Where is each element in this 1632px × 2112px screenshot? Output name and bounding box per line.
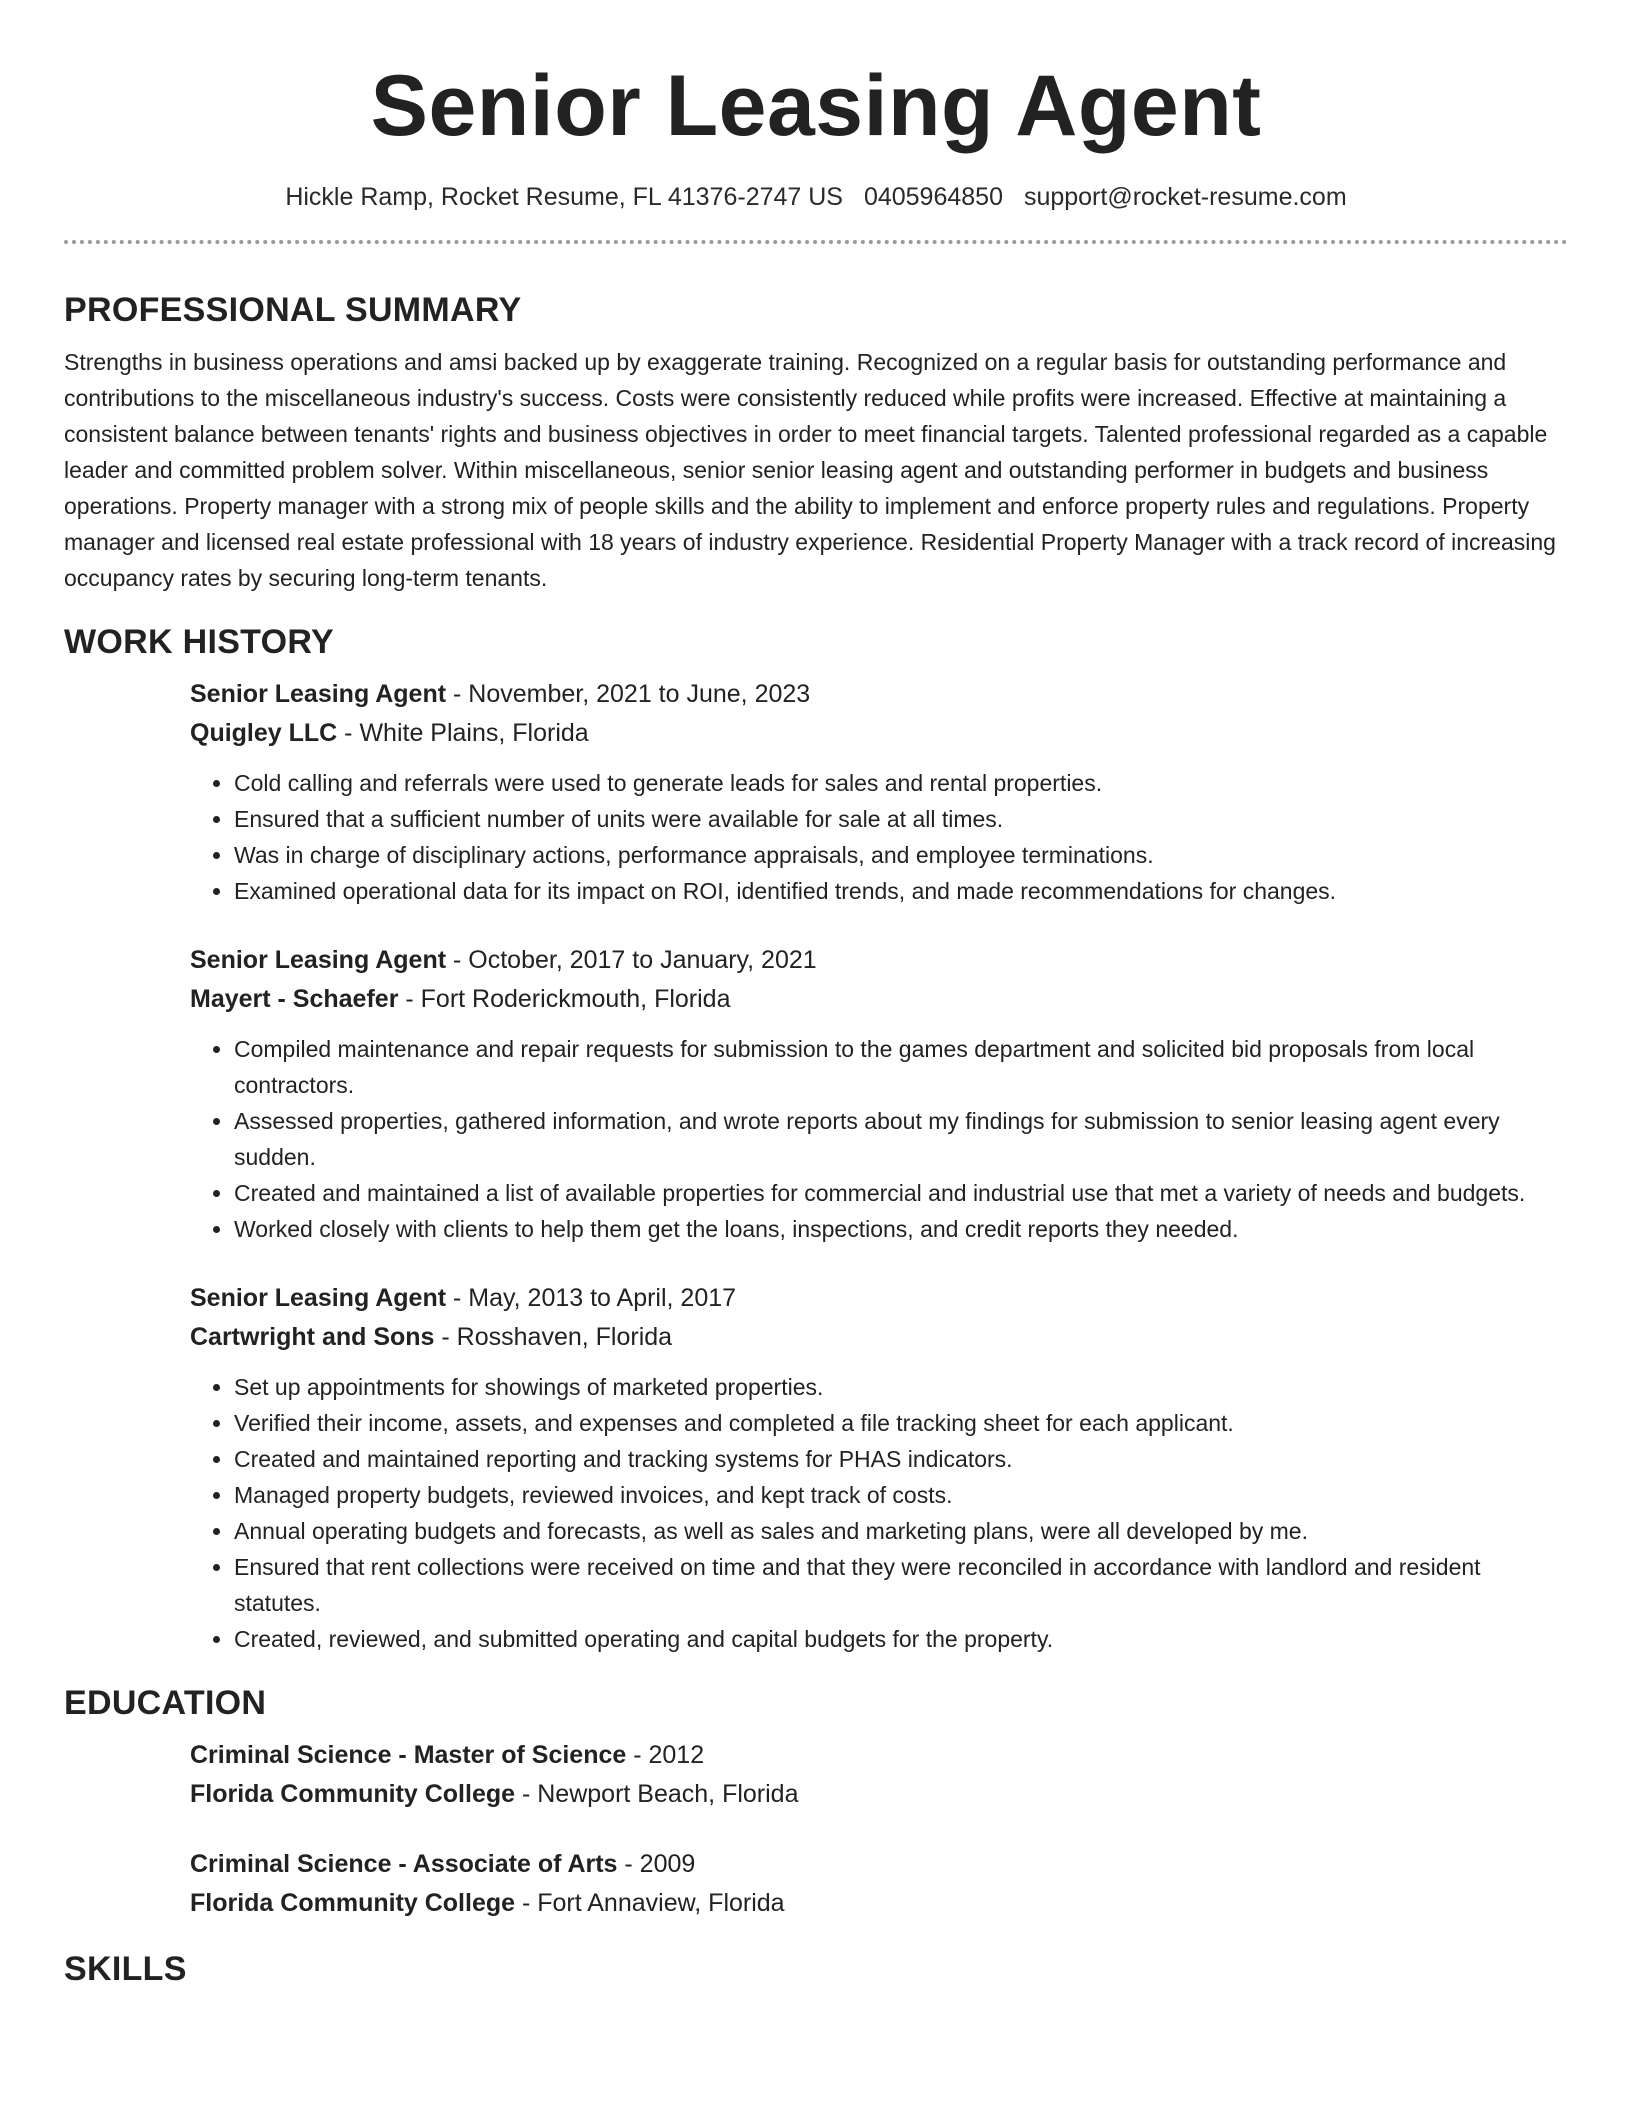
job-company: Quigley LLC [190, 719, 338, 747]
school-line [190, 1884, 1568, 1923]
job-company: Cartwright and Sons [190, 1323, 435, 1351]
degree-line [190, 1736, 1568, 1775]
school-location: - Fort Annaview, Florida [515, 1889, 785, 1917]
job-title-line [190, 1279, 1568, 1318]
job-bullets [190, 765, 1568, 909]
job-location: - White Plains, Florida [337, 719, 589, 747]
list-item: • Examined operational data for its impact on ROI, identified trends, and made recommendations for changes. [234, 873, 1568, 909]
summary-text: Strengths in business operations and amsi backed up by exaggerate training. Recognized on a regular basis for outstanding performance and contributions to the miscellaneous industry's success. Costs were consistently reduced while profits were increased. Effective at maintaining a consistent balance between tenants' rights and business objectives in order to meet financial targets. Talented professional regarded as a capable leader and committed problem solver. Within miscellaneous, senior senior leasing agent and outstanding performer in budgets and business operations. Property manager with a strong mix of people skills and the ability to implement and enforce property rules and regulations. Property manager and licensed real estate professional with 18 years of industry experience. Residential Property Manager with a track record of increasing occupancy rates by securing long-term tenants. [64, 349, 1556, 591]
job-title-line [190, 675, 1568, 714]
list-item: • Cold calling and referrals were used to generate leads for sales and rental properties. [234, 765, 1568, 801]
skills-heading: SKILLS [64, 1950, 187, 1988]
resume-page [64, 0, 1568, 1991]
contact-email: support@rocket-resume.com [1023, 183, 1347, 211]
list-item: • Was in charge of disciplinary actions, performance appraisals, and employee terminations. [234, 837, 1568, 873]
list-item: • Ensured that rent collections were received on time and that they were reconciled in accordance with landlord and resident statutes. [234, 1549, 1568, 1621]
job-location: - Rosshaven, Florida [434, 1323, 673, 1351]
job-bullets [190, 1369, 1568, 1657]
job-entry [190, 941, 1568, 1247]
resume-name: Senior Leasing Agent [370, 58, 1262, 154]
list-item: • Ensured that a sufficient number of units were available for sale at all times. [234, 801, 1568, 837]
school-location: - Newport Beach, Florida [515, 1780, 799, 1808]
contact-line [64, 180, 1568, 214]
school: Florida Community College [190, 1889, 516, 1917]
list-item: • Created and maintained reporting and tracking systems for PHAS indicators. [234, 1441, 1568, 1477]
job-company-line [190, 714, 1568, 753]
job-company: Mayert - Schaefer [190, 985, 399, 1013]
job-location: - Fort Roderickmouth, Florida [398, 985, 731, 1013]
list-item: • Worked closely with clients to help them get the loans, inspections, and credit reports they needed. [234, 1211, 1568, 1247]
job-dates: - October, 2017 to January, 2021 [446, 946, 817, 974]
job-role: Senior Leasing Agent [190, 680, 447, 708]
list-item: • Annual operating budgets and forecasts, as well as sales and marketing plans, were all developed by me. [234, 1513, 1568, 1549]
degree-year: - 2009 [617, 1850, 696, 1878]
list-item: • Created and maintained a list of available properties for commercial and industrial use that met a variety of needs and budgets. [234, 1175, 1568, 1211]
summary-heading: PROFESSIONAL SUMMARY [64, 291, 522, 329]
degree-line [190, 1845, 1568, 1884]
degree: Criminal Science - Master of Science [190, 1741, 627, 1769]
list-item: • Created, reviewed, and submitted operating and capital budgets for the property. [234, 1621, 1568, 1657]
job-entry [190, 1279, 1568, 1657]
job-dates: - November, 2021 to June, 2023 [446, 680, 811, 708]
job-entry [190, 675, 1568, 909]
list-item: • Compiled maintenance and repair requests for submission to the games department and solicited bid proposals from local contractors. [234, 1031, 1568, 1103]
school-line [190, 1775, 1568, 1814]
job-title-line [190, 941, 1568, 980]
job-role: Senior Leasing Agent [190, 946, 447, 974]
degree: Criminal Science - Associate of Arts [190, 1850, 618, 1878]
job-dates: - May, 2013 to April, 2017 [446, 1284, 737, 1312]
education-entry [190, 1736, 1568, 1814]
header-divider [64, 240, 1568, 244]
list-item: • Assessed properties, gathered information, and wrote reports about my findings for submission to senior leasing agent every sudden. [234, 1103, 1568, 1175]
job-company-line [190, 980, 1568, 1019]
list-item: • Managed property budgets, reviewed invoices, and kept track of costs. [234, 1477, 1568, 1513]
job-company-line [190, 1318, 1568, 1357]
list-item: • Verified their income, assets, and expenses and completed a file tracking sheet for each applicant. [234, 1405, 1568, 1441]
school: Florida Community College [190, 1780, 516, 1808]
list-item: • Set up appointments for showings of marketed properties. [234, 1369, 1568, 1405]
contact-phone: 0405964850 [863, 183, 1003, 211]
education-heading: EDUCATION [64, 1684, 267, 1722]
degree-year: - 2012 [626, 1741, 705, 1769]
job-bullets [190, 1031, 1568, 1247]
job-role: Senior Leasing Agent [190, 1284, 447, 1312]
work-history-heading: WORK HISTORY [64, 623, 334, 661]
contact-address: Hickle Ramp, Rocket Resume, FL 41376-2747 US [285, 183, 843, 211]
education-entry [190, 1845, 1568, 1923]
